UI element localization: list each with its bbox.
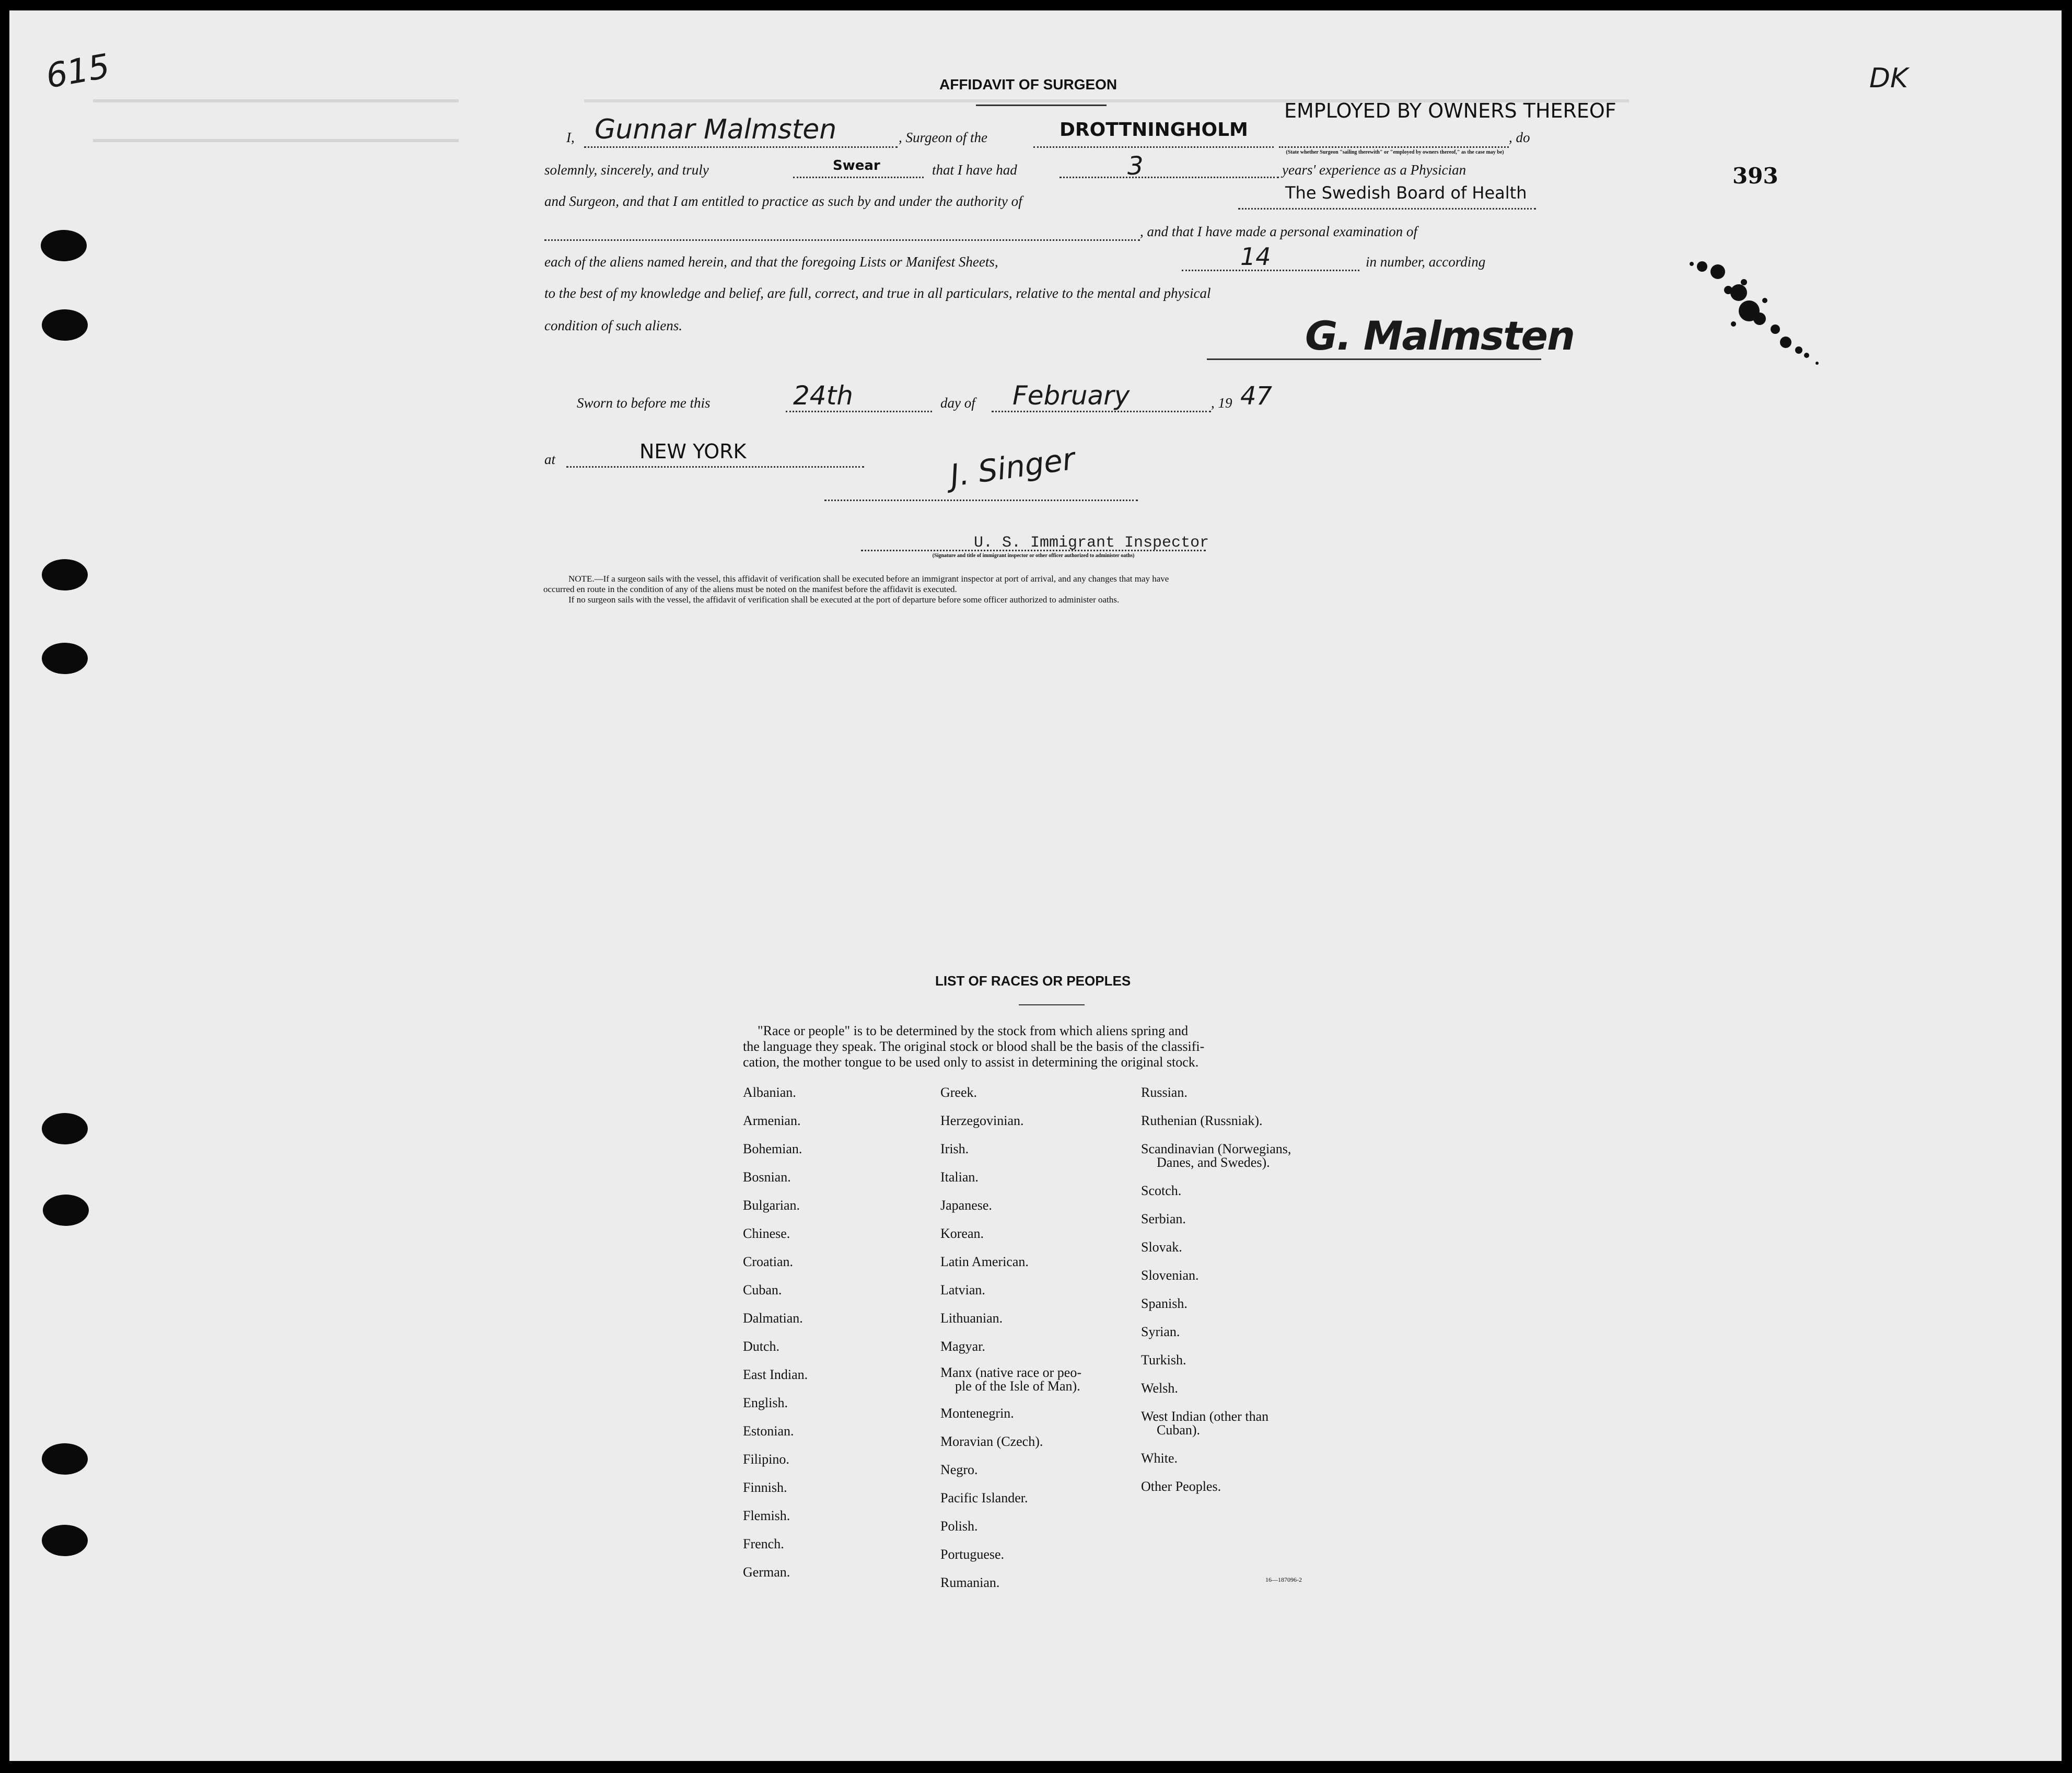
inspector-signature-line [824,500,1138,501]
race-item: Chinese. [743,1226,790,1241]
punch-hole [42,1525,88,1556]
races-intro-line3: cation, the mother tongue to be used only to assist in determining the original stock. [743,1054,1199,1070]
race-item: Latin American. [940,1254,1029,1269]
surgeon-signature: G. Malmsten [1305,312,1575,359]
race-item: Magyar. [940,1339,985,1354]
punch-hole [42,643,88,674]
race-item: Cuban. [743,1282,782,1297]
surgeon-name: Gunnar Malmsten [595,114,837,145]
place-blank [566,466,864,468]
authority-blank-2 [544,239,1140,241]
race-item: Croatian. [743,1254,794,1269]
race-item: Finnish. [743,1480,787,1495]
race-item: Bosnian. [743,1169,791,1185]
name-blank [584,146,898,148]
race-item: Armenian. [743,1113,801,1128]
race-item: Dalmatian. [743,1311,803,1326]
race-item: Welsh. [1141,1381,1178,1396]
race-item: Bohemian. [743,1141,802,1156]
sworn-month: February [1012,380,1130,411]
ink-smudge [1681,251,1838,376]
race-item: Albanian. [743,1085,796,1100]
race-item: Estonian. [743,1423,794,1439]
races-title: LIST OF RACES OR PEOPLES [935,973,1131,989]
affidavit-line1-end: , do [1509,130,1530,145]
affidavit-title: AFFIDAVIT OF SURGEON [939,76,1118,92]
race-item: French. [743,1536,784,1551]
race-item: Russian. [1141,1085,1188,1100]
sworn-mid: day of [940,395,975,411]
affidavit-line7: condition of such aliens. [544,318,682,333]
race-item: Syrian. [1141,1324,1180,1339]
race-item: Dutch. [743,1339,780,1354]
race-item: White. [1141,1451,1178,1466]
race-item: Manx (native race or peo- [940,1365,1081,1380]
sheets-value: 14 [1240,242,1271,271]
affidavit-line5-start: each of the aliens named herein, and that the foregoing Lists or Manifest Sheets, [544,254,998,270]
punch-hole [42,309,88,341]
inspector-title-line [861,550,1206,551]
race-item: Montenegrin. [940,1406,1014,1421]
race-item: Latvian. [940,1282,985,1297]
race-item: Italian. [940,1169,979,1185]
race-item: ple of the Isle of Man). [955,1378,1080,1394]
race-item: Flemish. [743,1508,790,1523]
races-intro-line2: the language they speak. The original stock or blood shall be the basis of the classifi- [743,1039,1205,1054]
authority-value: The Swedish Board of Health [1285,183,1527,203]
race-item: Japanese. [940,1198,992,1213]
affidavit-line1-prefix: I, [566,130,575,145]
month-blank [992,411,1211,412]
race-item: Negro. [940,1462,978,1477]
affidavit-line3: and Surgeon, and that I am entitled to practice as such by and under the authority of [544,193,1022,209]
race-item: Slovak. [1141,1239,1182,1255]
race-item: Cuban). [1157,1422,1201,1438]
race-item: Bulgarian. [743,1198,800,1213]
inspector-signature: J. Singer [948,441,1077,494]
race-item: Ruthenian (Russniak). [1141,1113,1263,1128]
note-line3: If no surgeon sails with the vessel, the affidavit of verification shall be executed at the port of departure before some officer authorized to administer oaths. [568,595,1120,605]
race-item: Spanish. [1141,1296,1188,1311]
race-item: Scotch. [1141,1183,1182,1198]
at-label: at [544,451,556,467]
race-item: German. [743,1565,790,1580]
affidavit-line2-mid: that I have had [932,162,1017,178]
sworn-day: 24th [793,380,853,411]
years-value: 3 [1127,152,1144,181]
race-item: Pacific Islander. [940,1490,1028,1505]
stamped-page-number: 393 [1732,163,1778,189]
corner-annotation-left: 615 [43,47,113,97]
ship-blank-2 [1279,146,1509,148]
punch-hole [42,1113,88,1144]
race-item: Serbian. [1141,1211,1186,1226]
race-item: West Indian (other than [1141,1409,1269,1424]
affidavit-line4: , and that I have made a personal examination of [1140,224,1417,239]
manifest-page [9,10,2062,1761]
oath-blank [793,177,924,178]
sworn-year: 47 [1240,381,1273,411]
employed-stamp: EMPLOYED BY OWNERS THEREOF [1284,99,1616,122]
title-underline [976,105,1107,106]
race-item: Herzegovinian. [940,1113,1024,1128]
years-blank [1060,177,1279,178]
affidavit-line5-end: in number, according [1366,254,1486,270]
race-item: Polish. [940,1519,978,1534]
sworn-year-prefix: , 19 [1211,395,1232,411]
affidavit-line2-start: solemnly, sincerely, and truly [544,162,709,178]
state-note: (State whether Surgeon "sailing therewith" or "employed by owners thereof," as the case may be) [1286,149,1504,155]
corner-annotation-right: DK [1869,63,1908,94]
oath-word: Swear [833,158,880,173]
race-item: Other Peoples. [1141,1479,1221,1494]
authority-blank [1238,208,1536,210]
inspector-caption: (Signature and title of immigrant inspector or other officer authorized to administer oaths) [932,553,1135,559]
ship-name: DROTTNINGHOLM [1060,119,1248,141]
race-item: Scandinavian (Norwegians, [1141,1141,1291,1156]
affidavit-line1-mid: , Surgeon of the [899,130,987,145]
punch-hole [41,230,87,261]
race-item: Moravian (Czech). [940,1434,1043,1449]
ship-blank [1033,146,1274,148]
race-item: Rumanian. [940,1575,1000,1590]
race-item: Greek. [940,1085,977,1100]
sworn-start: Sworn to before me this [577,395,711,411]
day-blank [786,411,932,412]
form-number: 16—187096-2 [1265,1576,1302,1583]
punch-hole [43,1195,89,1226]
race-item: Filipino. [743,1452,789,1467]
affidavit-line6: to the best of my knowledge and belief, are full, correct, and true in all particulars, relative to the mental and physical [544,285,1211,301]
race-item: Turkish. [1141,1352,1186,1368]
race-item: Korean. [940,1226,984,1241]
race-item: Slovenian. [1141,1268,1199,1283]
race-item: Lithuanian. [940,1311,1003,1326]
signature-line [1207,358,1541,360]
race-item: East Indian. [743,1367,808,1382]
race-item: English. [743,1395,788,1410]
punch-hole [42,559,88,590]
inspector-title: U. S. Immigrant Inspector [974,534,1209,552]
affidavit-line2-end: years' experience as a Physician [1282,162,1466,178]
race-item: Danes, and Swedes). [1157,1155,1270,1170]
race-item: Portuguese. [940,1547,1005,1562]
punch-hole [42,1443,88,1475]
races-title-underline [1019,1004,1085,1005]
note-line1: NOTE.—If a surgeon sails with the vessel, this affidavit of verification shall be executed before an immigrant inspector at port of arrival, and any changes that may have [568,574,1169,584]
place-value: NEW YORK [639,440,747,463]
bleed-through-mark [93,99,459,142]
note-line2: occurred en route in the condition of any of the aliens must be noted on the manifest before the affidavit is executed. [543,584,957,594]
races-intro-line1: "Race or people" is to be determined by the stock from which aliens spring and [758,1023,1189,1038]
race-item: Irish. [940,1141,969,1156]
